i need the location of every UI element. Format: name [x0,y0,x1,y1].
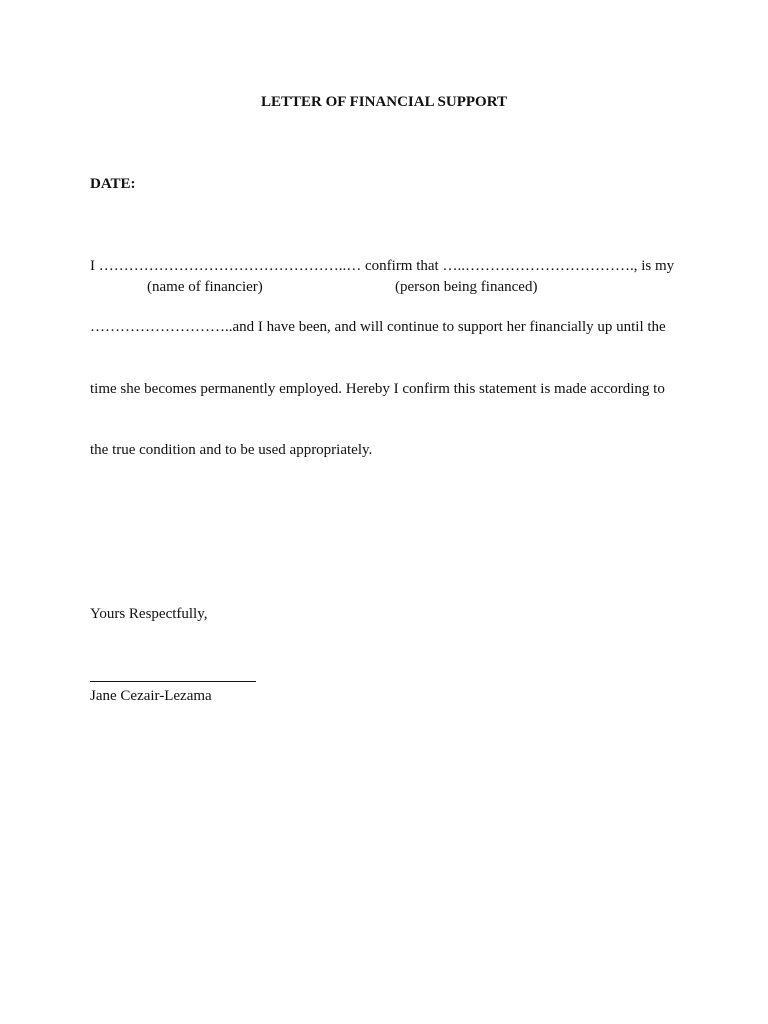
document-title: LETTER OF FINANCIAL SUPPORT [260,94,508,110]
signer-name: Jane Cezair-Lezama [90,688,212,704]
date-label: DATE: [90,176,136,192]
body-line-4: the true condition and to be used appropriately. [90,442,373,458]
caption-person-being-financed: (person being financed) [395,279,538,295]
closing-salutation: Yours Respectfully, [90,606,208,622]
body-line-2: ………………………..and I have been, and will continue to support her financially up until the [90,319,666,335]
caption-name-of-financier: (name of financier) [147,279,263,295]
body-line-3: time she becomes permanently employed. Hereby I confirm this statement is made according to [90,381,665,397]
signature-line [90,681,256,682]
body-line-1: I …………………………………………..… confirm that …..……………………………., is my [90,258,675,274]
